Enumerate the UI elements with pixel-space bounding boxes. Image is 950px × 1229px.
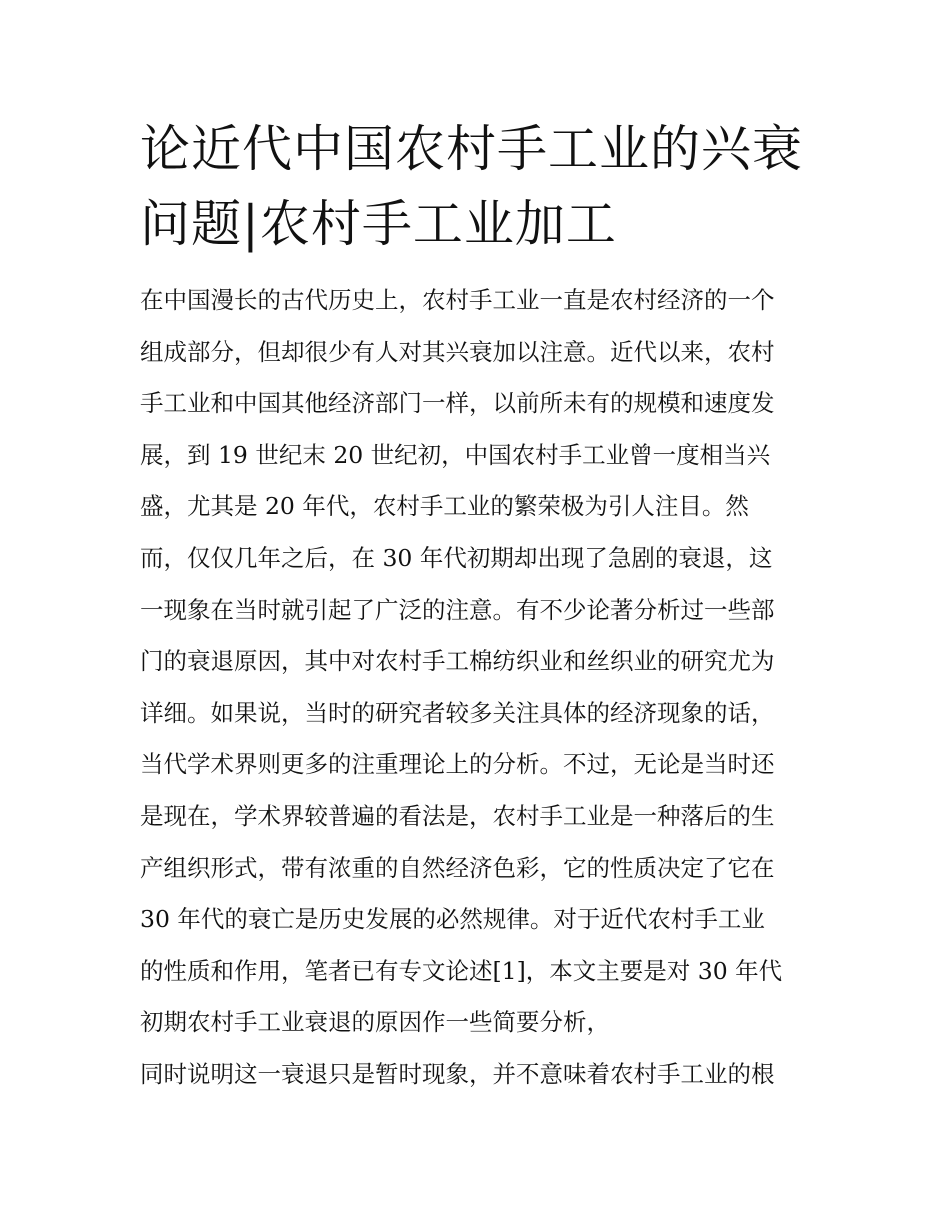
body-line: 展，到 19 世纪末 20 世纪初，中国农村手工业曾一度相当兴: [140, 440, 771, 469]
title-line-1: 论近代中国农村手工业的兴衰: [140, 120, 803, 178]
title-line-2: 问题|农村手工业加工: [140, 195, 617, 253]
body-line: 30 年代的衰亡是历史发展的必然规律。对于近代农村手工业: [140, 905, 765, 934]
body-line: 门的衰退原因，其中对农村手工棉纺织业和丝织业的研究尤为: [140, 647, 775, 676]
body-line: 而，仅仅几年之后，在 30 年代初期却出现了急剧的衰退，这: [140, 543, 773, 572]
body-line: 盛，尤其是 20 年代，农村手工业的繁荣极为引人注目。然: [140, 492, 749, 521]
document-body: [140, 275, 820, 1101]
body-line: 详细。如果说，当时的研究者较多关注具体的经济现象的话，: [140, 698, 775, 727]
body-line: 在中国漫长的古代历史上，农村手工业一直是农村经济的一个: [140, 286, 775, 314]
body-line: 当代学术界则更多的注重理论上的分析。不过，无论是当时还: [140, 750, 775, 779]
body-line: 一现象在当时就引起了广泛的注意。有不少论著分析过一些部: [140, 595, 775, 624]
body-line: 手工业和中国其他经济部门一样，以前所未有的规模和速度发: [140, 389, 775, 418]
body-line: 产组织形式，带有浓重的自然经济色彩，它的性质决定了它在: [140, 853, 775, 882]
body-line: 是现在，学术界较普遍的看法是，农村手工业是一种落后的生: [140, 801, 775, 830]
body-line: 的性质和作用，笔者已有专文论述[1]，本文主要是对 30 年代: [140, 956, 783, 985]
body-line: 同时说明这一衰退只是暂时现象，并不意味着农村手工业的根: [140, 1059, 775, 1088]
body-line: 初期农村手工业衰退的原因作一些简要分析，: [140, 1008, 610, 1037]
body-line: 组成部分，但却很少有人对其兴衰加以注意。近代以来，农村: [140, 337, 775, 366]
document-title: [140, 112, 820, 262]
